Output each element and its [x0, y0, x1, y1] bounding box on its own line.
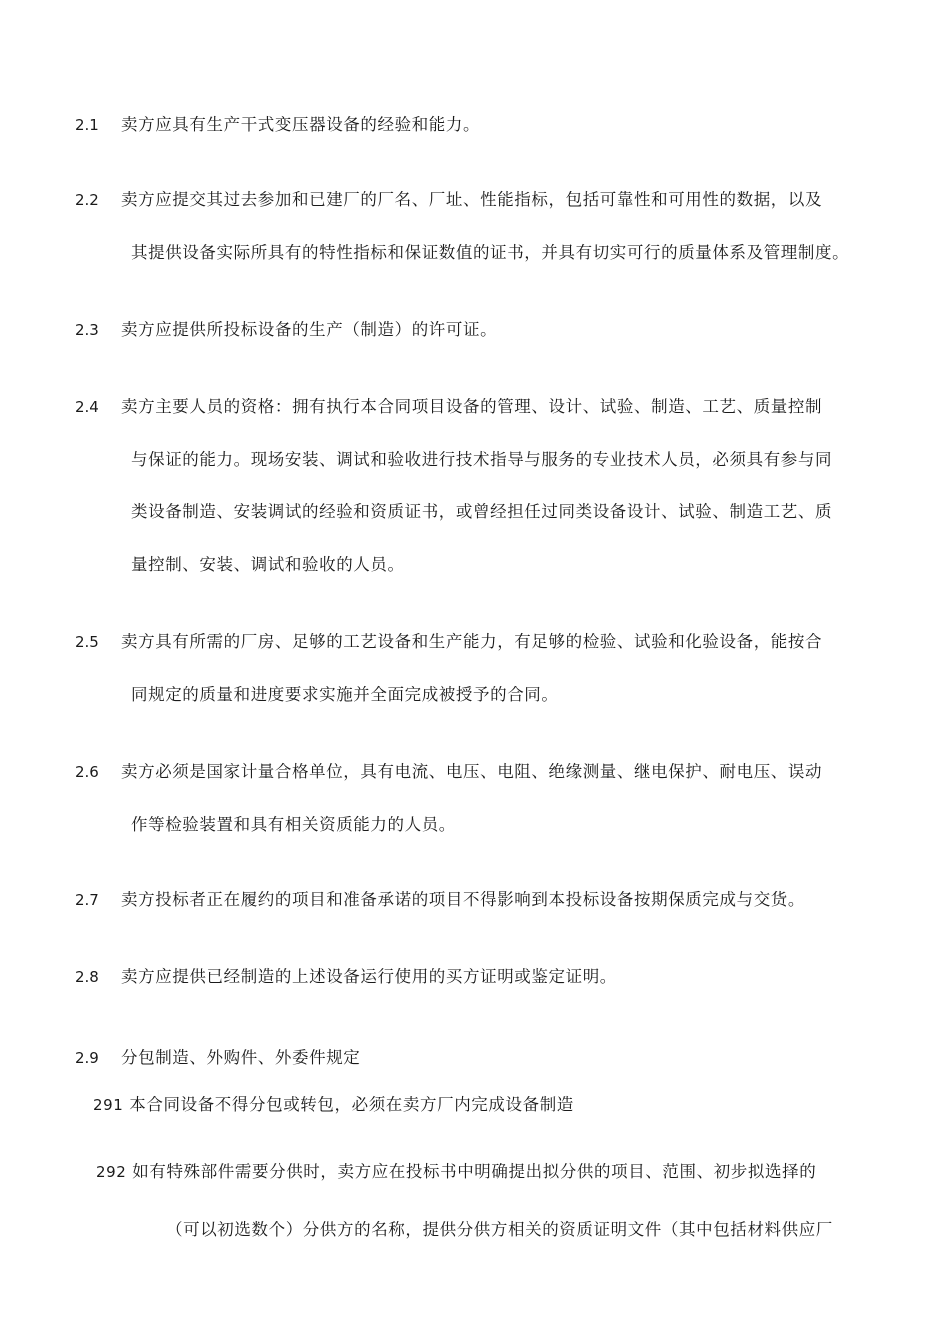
- section-number: 2.1: [75, 116, 99, 134]
- section-number: 2.7: [75, 891, 99, 909]
- paragraph-line: [93, 1094, 574, 1116]
- paragraph-line: 卖方应提交其过去参加和已建厂的厂名、厂址、性能指标，包括可靠性和可用性的数据，以及: [121, 190, 823, 209]
- paragraph-line: 量控制、安装、调试和验收的人员。: [131, 555, 405, 574]
- section-number: 2.9: [75, 1049, 99, 1067]
- section-number: 2.2: [75, 191, 99, 209]
- paragraph-line: 卖方具有所需的厂房、足够的工艺设备和生产能力，有足够的检验、试验和化验设备，能按合: [121, 632, 823, 651]
- paragraph-line: 卖方必须是国家计量合格单位，具有电流、电压、电阻、绝缘测量、继电保护、耐电压、误动: [121, 762, 823, 781]
- paragraph-line: 同规定的质量和进度要求实施并全面完成被授予的合同。: [131, 685, 559, 704]
- subsection-number: 292: [96, 1163, 127, 1181]
- paragraph-line: [96, 1161, 816, 1183]
- paragraph-line: 卖方投标者正在履约的项目和准备承诺的项目不得影响到本投标设备按期保质完成与交货。: [121, 890, 805, 909]
- paragraph-line: 分包制造、外购件、外委件规定: [121, 1048, 361, 1067]
- paragraph-line: 卖方应提供所投标设备的生产（制造）的许可证。: [121, 320, 498, 339]
- paragraph-line: 其提供设备实际所具有的特性指标和保证数值的证书，并具有切实可行的质量体系及管理制度。: [131, 243, 850, 262]
- paragraph-line: 与保证的能力。现场安装、调试和验收进行技术指导与服务的专业技术人员，必须具有参与同: [131, 450, 833, 469]
- subsection-text: 本合同设备不得分包或转包，必须在卖方厂内完成设备制造: [129, 1095, 574, 1114]
- paragraph-line: 卖方应提供已经制造的上述设备运行使用的买方证明或鉴定证明。: [121, 967, 617, 986]
- subsection-number: 291: [93, 1096, 124, 1114]
- paragraph-line: 类设备制造、安装调试的经验和资质证书，或曾经担任过同类设备设计、试验、制造工艺、质: [131, 502, 833, 521]
- section-number: 2.3: [75, 321, 99, 339]
- section-number: 2.6: [75, 763, 99, 781]
- section-number: 2.4: [75, 398, 99, 416]
- paragraph-line: 作等检验装置和具有相关资质能力的人员。: [131, 815, 456, 834]
- paragraph-line: 卖方主要人员的资格：拥有执行本合同项目设备的管理、设计、试验、制造、工艺、质量控制: [121, 397, 823, 416]
- section-number: 2.8: [75, 968, 99, 986]
- subsection-text: 如有特殊部件需要分供时，卖方应在投标书中明确提出拟分供的项目、范围、初步拟选择的: [132, 1162, 817, 1181]
- paragraph-line: 卖方应具有生产干式变压器设备的经验和能力。: [121, 115, 481, 134]
- section-number: 2.5: [75, 633, 99, 651]
- paragraph-line: （可以初选数个）分供方的名称，提供分供方相关的资质证明文件（其中包括材料供应厂: [166, 1220, 833, 1239]
